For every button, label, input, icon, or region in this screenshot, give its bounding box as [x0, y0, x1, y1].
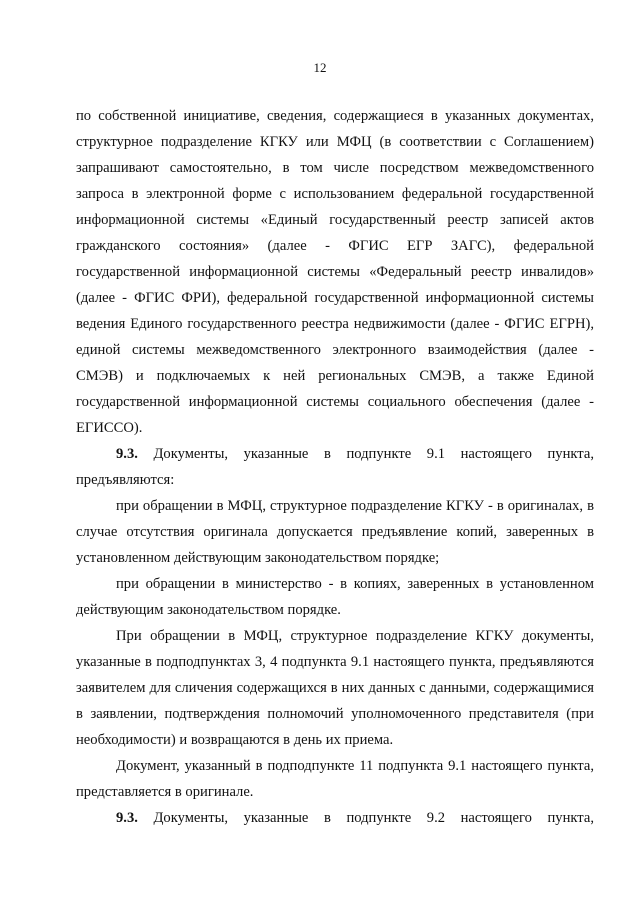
paragraph-text: При обращении в МФЦ, структурное подразделение КГКУ документы, указанные в подподпунктах 3, 4 подпункта 9.1 настоящего пункта, предъявляются заявителем для сличения содержащихся в них данных с данными, содержащимися в заявлении, подтверждения полномочий уполномоченного представителя (при необходимости) и возвращаются в день их приема.	[76, 628, 594, 748]
paragraph-text: при обращении в МФЦ, структурное подразделение КГКУ - в оригиналах, в случае отсутствия оригинала допускается предъявление копий, заверенных в установленном действующим законодательством порядке;	[76, 498, 594, 566]
paragraph-continuation	[76, 103, 594, 441]
paragraph-original-document	[76, 753, 594, 805]
page-number: 12	[313, 60, 327, 75]
paragraph-text: по собственной инициативе, сведения, содержащиеся в указанных документах, структурное подразделение КГКУ или МФЦ (в соответствии с Соглашением) запрашивают самостоятельно, в том числе посредством межведомственного запроса в электронной форме с использованием федеральной государственной информационной системы «Единый государственный реестр записей актов гражданского состояния» (далее - ФГИС ЕГР ЗАГС), федеральной государственной информационной системы «Федеральный реестр инвалидов» (далее - ФГИС ФРИ), федеральной государственной информационной системы ведения Единого государственного реестра недвижимости (далее - ФГИС ЕГРН), единой системы межведомственного электронного взаимодействия (далее - СМЭВ) и подключаемых к ней региональных СМЭВ, а также Единой государственной информационной системы социального обеспечения (далее - ЕГИССО).	[76, 108, 594, 436]
document-body	[76, 103, 594, 831]
paragraph-text: Документ, указанный в подподпункте 11 подпункта 9.1 настоящего пункта, представляется в оригинале.	[76, 758, 594, 800]
paragraph-text: Документы, указанные в подпункте 9.2 настоящего пункта,	[137, 810, 594, 826]
paragraph-text: Документы, указанные в подпункте 9.1 настоящего пункта, предъявляются:	[76, 446, 594, 488]
paragraph-number: 9.3.	[116, 446, 138, 462]
paragraph-9-3-second	[76, 805, 594, 831]
paragraph-9-3-first	[76, 441, 594, 493]
paragraph-ministry-copies	[76, 571, 594, 623]
paragraph-verification	[76, 623, 594, 753]
paragraph-text: при обращении в министерство - в копиях, заверенных в установленном действующим законодательством порядке.	[76, 576, 594, 618]
paragraph-mfc-originals	[76, 493, 594, 571]
paragraph-number: 9.3.	[116, 810, 138, 826]
